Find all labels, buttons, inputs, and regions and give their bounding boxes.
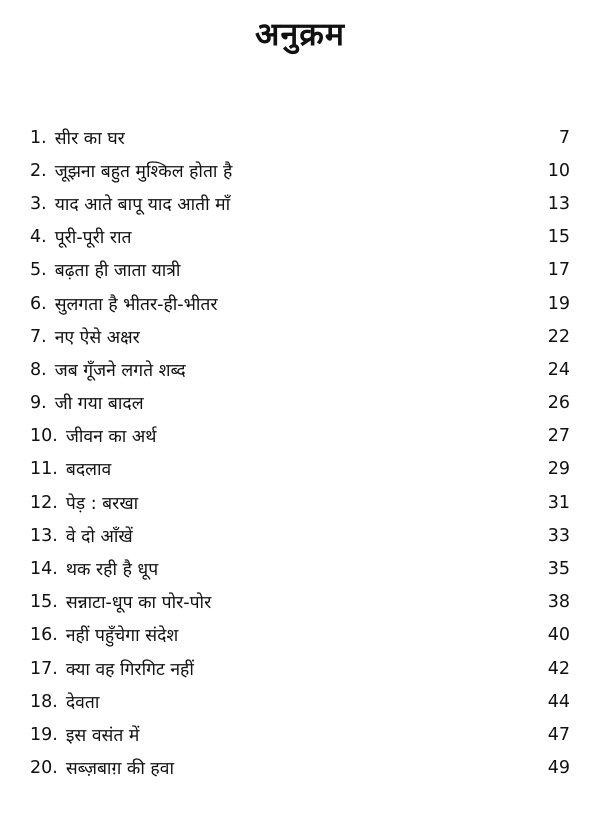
toc-entry	[30, 254, 570, 287]
toc-entry-number: 2.	[30, 160, 47, 181]
toc-entry	[30, 320, 570, 353]
toc-entry-page: 29	[547, 459, 570, 480]
toc-entry	[30, 752, 570, 785]
toc-entry-page: 42	[547, 658, 570, 679]
toc-entry	[30, 619, 570, 652]
toc-entry-title: इस वसंत में	[65, 725, 140, 746]
toc-entry-page: 44	[547, 691, 570, 712]
toc-entry-page: 38	[547, 592, 570, 613]
toc-entry-title: पेड़ : बरखा	[65, 493, 139, 514]
toc-entry-page: 24	[547, 359, 570, 380]
toc-entry-title: याद आते बापू याद आती माँ	[54, 194, 231, 215]
toc-entry-page: 27	[547, 426, 570, 447]
toc-entry-title: बदलाव	[65, 460, 112, 481]
toc-entry	[30, 221, 570, 254]
toc-entry-number: 13.	[30, 525, 58, 546]
toc-entry-page: 7	[558, 127, 570, 148]
toc-entry-page: 40	[547, 625, 570, 646]
toc-entry	[30, 187, 570, 220]
toc-entry-number: 8.	[30, 359, 47, 380]
toc-entry-page: 35	[547, 559, 570, 580]
toc-entry-page: 31	[547, 492, 570, 513]
toc-entry-page: 33	[547, 525, 570, 546]
toc-entry-number: 14.	[30, 559, 58, 580]
toc-entry-number: 7.	[30, 326, 47, 347]
toc-entry-page: 10	[547, 160, 570, 181]
toc-entry-page: 22	[547, 326, 570, 347]
toc-entry-number: 18.	[30, 691, 58, 712]
toc-entry-number: 19.	[30, 724, 58, 745]
toc-entry-title: देवता	[65, 692, 100, 713]
toc-entry-page: 13	[547, 193, 570, 214]
toc-entry	[30, 387, 570, 420]
page-title: अनुक्रम	[255, 15, 345, 53]
toc-entry	[30, 353, 570, 386]
toc-entry-title: सीर का घर	[54, 128, 125, 149]
toc-entry-title: थक रही है धूप	[65, 560, 159, 581]
toc-entry-number: 9.	[30, 393, 47, 414]
toc-entry-page: 26	[547, 393, 570, 414]
toc-entry-title: जीवन का अर्थ	[65, 427, 157, 448]
toc-entry	[30, 552, 570, 585]
toc-entry	[30, 121, 570, 154]
toc-entry-number: 17.	[30, 658, 58, 679]
toc-entry-number: 5.	[30, 260, 47, 281]
toc-entry	[30, 453, 570, 486]
toc-entry	[30, 486, 570, 519]
toc-entry-number: 11.	[30, 459, 58, 480]
toc-entry	[30, 420, 570, 453]
toc-entry	[30, 586, 570, 619]
toc-entry-number: 20.	[30, 758, 58, 779]
toc-entry-title: सब्ज़बाग़ की हवा	[65, 759, 174, 780]
toc-entry-title: जब गूँजने लगते शब्द	[54, 360, 186, 381]
toc-entry-title: वे दो आँखें	[65, 526, 133, 547]
toc-entry-page: 49	[547, 758, 570, 779]
toc-entry-number: 4.	[30, 227, 47, 248]
toc-entry-title: क्या वह गिरगिट नहीं	[65, 659, 194, 680]
toc-entry-title: नहीं पहुँचेगा संदेश	[65, 626, 179, 647]
toc-entry-number: 6.	[30, 293, 47, 314]
toc-entry	[30, 685, 570, 718]
toc-entry-title: जूझना बहुत मुश्किल होता है	[54, 161, 233, 182]
toc-entry-title: सन्नाटा-धूप का पोर-पोर	[65, 593, 212, 614]
toc-entry-title: पूरी-पूरी रात	[54, 228, 132, 249]
toc-entry-number: 16.	[30, 625, 58, 646]
toc-entry	[30, 519, 570, 552]
toc-entry-page: 15	[547, 227, 570, 248]
toc-entry-number: 15.	[30, 592, 58, 613]
table-of-contents	[30, 121, 570, 785]
toc-entry-title: जी गया बादल	[54, 394, 144, 415]
toc-entry	[30, 287, 570, 320]
toc-entry-number: 12.	[30, 492, 58, 513]
toc-entry-title: सुलगता है भीतर-ही-भीतर	[54, 294, 218, 315]
toc-entry-number: 1.	[30, 127, 47, 148]
toc-entry-title: बढ़ता ही जाता यात्री	[54, 261, 181, 282]
toc-entry-page: 47	[547, 724, 570, 745]
toc-entry	[30, 718, 570, 751]
toc-entry-number: 10.	[30, 426, 58, 447]
toc-entry-title: नए ऐसे अक्षर	[54, 327, 140, 348]
toc-entry	[30, 154, 570, 187]
toc-entry	[30, 652, 570, 685]
toc-entry-number: 3.	[30, 193, 47, 214]
toc-entry-page: 19	[547, 293, 570, 314]
toc-entry-page: 17	[547, 260, 570, 281]
